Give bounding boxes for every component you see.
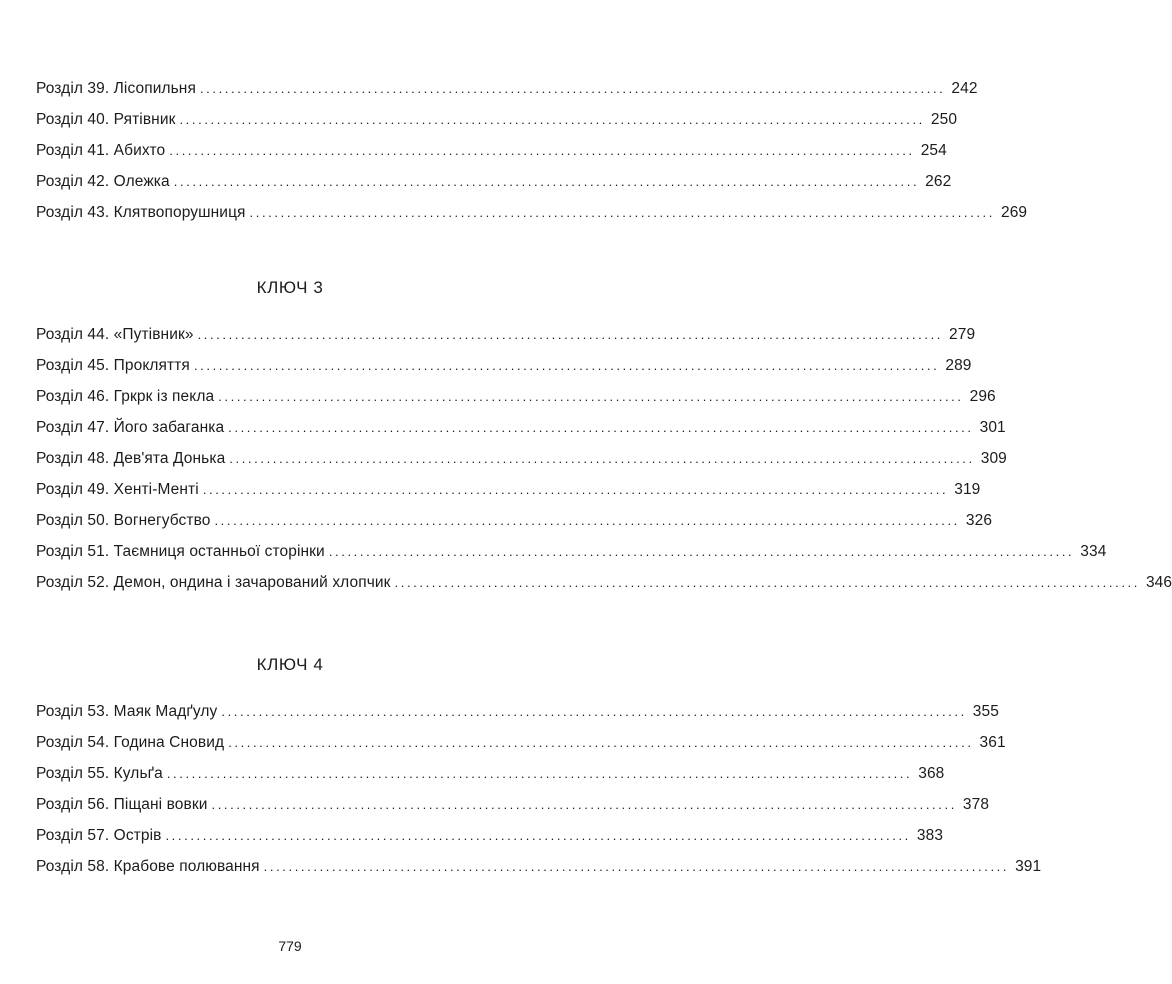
toc-entry-page: 334 xyxy=(1080,543,1107,560)
toc-entry-title: Розділ 57. Острів xyxy=(36,827,162,844)
leader-dots: ........................................................................................................................ xyxy=(394,575,1140,590)
leader-dots: ........................................................................................................................ xyxy=(169,143,915,158)
section-heading-key-3: КЛЮЧ 3 xyxy=(256,278,324,297)
toc-entry-page: 309 xyxy=(980,450,1007,467)
section-heading-key-4: КЛЮЧ 4 xyxy=(256,655,324,674)
toc-entry xyxy=(36,388,996,419)
toc-entry-title: Розділ 46. Гркрк із пекла xyxy=(36,388,215,405)
toc-entry-page: 368 xyxy=(918,765,945,782)
leader-dots: ........................................................................................................................ xyxy=(229,451,975,466)
leader-dots: ........................................................................................................................ xyxy=(218,389,964,404)
toc-entry-page: 242 xyxy=(951,80,978,97)
toc-entry-title: Розділ 39. Лісопильня xyxy=(36,80,196,97)
toc-entry-title: Розділ 50. Вогнегубство xyxy=(36,512,211,529)
toc-entry-page: 361 xyxy=(979,734,1006,751)
toc-entry-title: Розділ 56. Піщані вовки xyxy=(36,796,208,813)
toc-entry xyxy=(36,512,993,543)
leader-dots: ........................................................................................................................ xyxy=(197,327,943,342)
toc-entry xyxy=(36,734,1006,765)
toc-entry xyxy=(36,827,944,858)
toc-entry-page: 326 xyxy=(965,512,993,529)
toc-entry-title: Розділ 42. Олежка xyxy=(36,173,170,190)
toc-group-2 xyxy=(36,326,1172,605)
toc-entry xyxy=(36,703,999,734)
leader-dots: ........................................................................................................................ xyxy=(173,174,920,189)
toc-entry xyxy=(36,796,990,827)
toc-entry xyxy=(36,543,1107,574)
toc-entry-page: 391 xyxy=(1015,858,1042,875)
leader-dots: ........................................................................................................................ xyxy=(199,81,946,96)
toc-group-3 xyxy=(36,703,1042,889)
toc-entry-title: Розділ 41. Абихто xyxy=(36,142,166,159)
toc-entry-title: Розділ 45. Прокляття xyxy=(36,357,190,374)
toc-entry xyxy=(36,326,976,357)
toc-entry-title: Розділ 44. «Путівник» xyxy=(36,326,194,343)
toc-entry xyxy=(36,481,981,512)
toc-entry xyxy=(36,858,1042,889)
toc-entry xyxy=(36,111,958,142)
leader-dots: ........................................................................................................................ xyxy=(214,513,960,528)
leader-dots: ........................................................................................................................ xyxy=(166,766,913,781)
leader-dots: ........................................................................................................................ xyxy=(221,704,967,719)
leader-dots: ........................................................................................................................ xyxy=(249,205,995,220)
toc-entry-page: 378 xyxy=(962,796,990,813)
leader-dots: ........................................................................................................................ xyxy=(228,735,974,750)
toc-entry-page: 355 xyxy=(972,703,999,720)
toc-entry xyxy=(36,142,947,173)
toc-entry-page: 269 xyxy=(1000,204,1028,221)
toc-entry-page: 296 xyxy=(969,388,996,405)
toc-entry-title: Розділ 49. Хенті-Менті xyxy=(36,481,199,498)
toc-entry-title: Розділ 52. Демон, ондина і зачарований хлопчик xyxy=(36,574,391,591)
toc-entry-page: 279 xyxy=(949,326,976,343)
leader-dots: ........................................................................................................................ xyxy=(328,544,1075,559)
leader-dots: ........................................................................................................................ xyxy=(211,797,957,812)
toc-entry-page: 319 xyxy=(954,481,981,498)
toc-entry-title: Розділ 47. Його забаганка xyxy=(36,419,225,436)
leader-dots: ........................................................................................................................ xyxy=(228,420,974,435)
toc-entry-title: Розділ 43. Клятвопорушниця xyxy=(36,204,246,221)
toc-entry-page: 254 xyxy=(920,142,947,159)
toc-entry xyxy=(36,450,1007,481)
toc-entry-page: 346 xyxy=(1145,574,1172,591)
toc-entry-page: 383 xyxy=(916,827,944,844)
toc-entry-title: Розділ 54. Година Сновид xyxy=(36,734,225,751)
leader-dots: ........................................................................................................................ xyxy=(165,828,911,843)
toc-entry-page: 289 xyxy=(945,357,972,374)
toc-entry-title: Розділ 58. Крабове полювання xyxy=(36,858,260,875)
toc-entry xyxy=(36,419,1006,450)
toc-entry-title: Розділ 53. Маяк Мадґулу xyxy=(36,703,218,720)
toc-entry xyxy=(36,80,978,111)
toc-entry-page: 301 xyxy=(979,419,1006,436)
toc-entry xyxy=(36,204,1028,235)
toc-group-1 xyxy=(36,80,1028,235)
toc-entry-title: Розділ 40. Рятівник xyxy=(36,111,176,128)
toc-entry xyxy=(36,574,1172,605)
leader-dots: ........................................................................................................................ xyxy=(193,358,940,373)
leader-dots: ........................................................................................................................ xyxy=(263,859,1010,874)
toc-entry-title: Розділ 55. Кульґа xyxy=(36,765,163,782)
toc-entry-page: 262 xyxy=(925,173,952,190)
toc-entry xyxy=(36,173,952,204)
toc-entry-title: Розділ 48. Дев'ята Донька xyxy=(36,450,226,467)
toc-entry-page: 250 xyxy=(930,111,958,128)
toc-entry xyxy=(36,765,945,796)
toc-entry xyxy=(36,357,972,388)
toc-entry-title: Розділ 51. Таємниця останньої сторінки xyxy=(36,543,325,560)
leader-dots: ........................................................................................................................ xyxy=(202,482,949,497)
page-number: 779 xyxy=(278,938,302,954)
leader-dots: ........................................................................................................................ xyxy=(179,112,925,127)
